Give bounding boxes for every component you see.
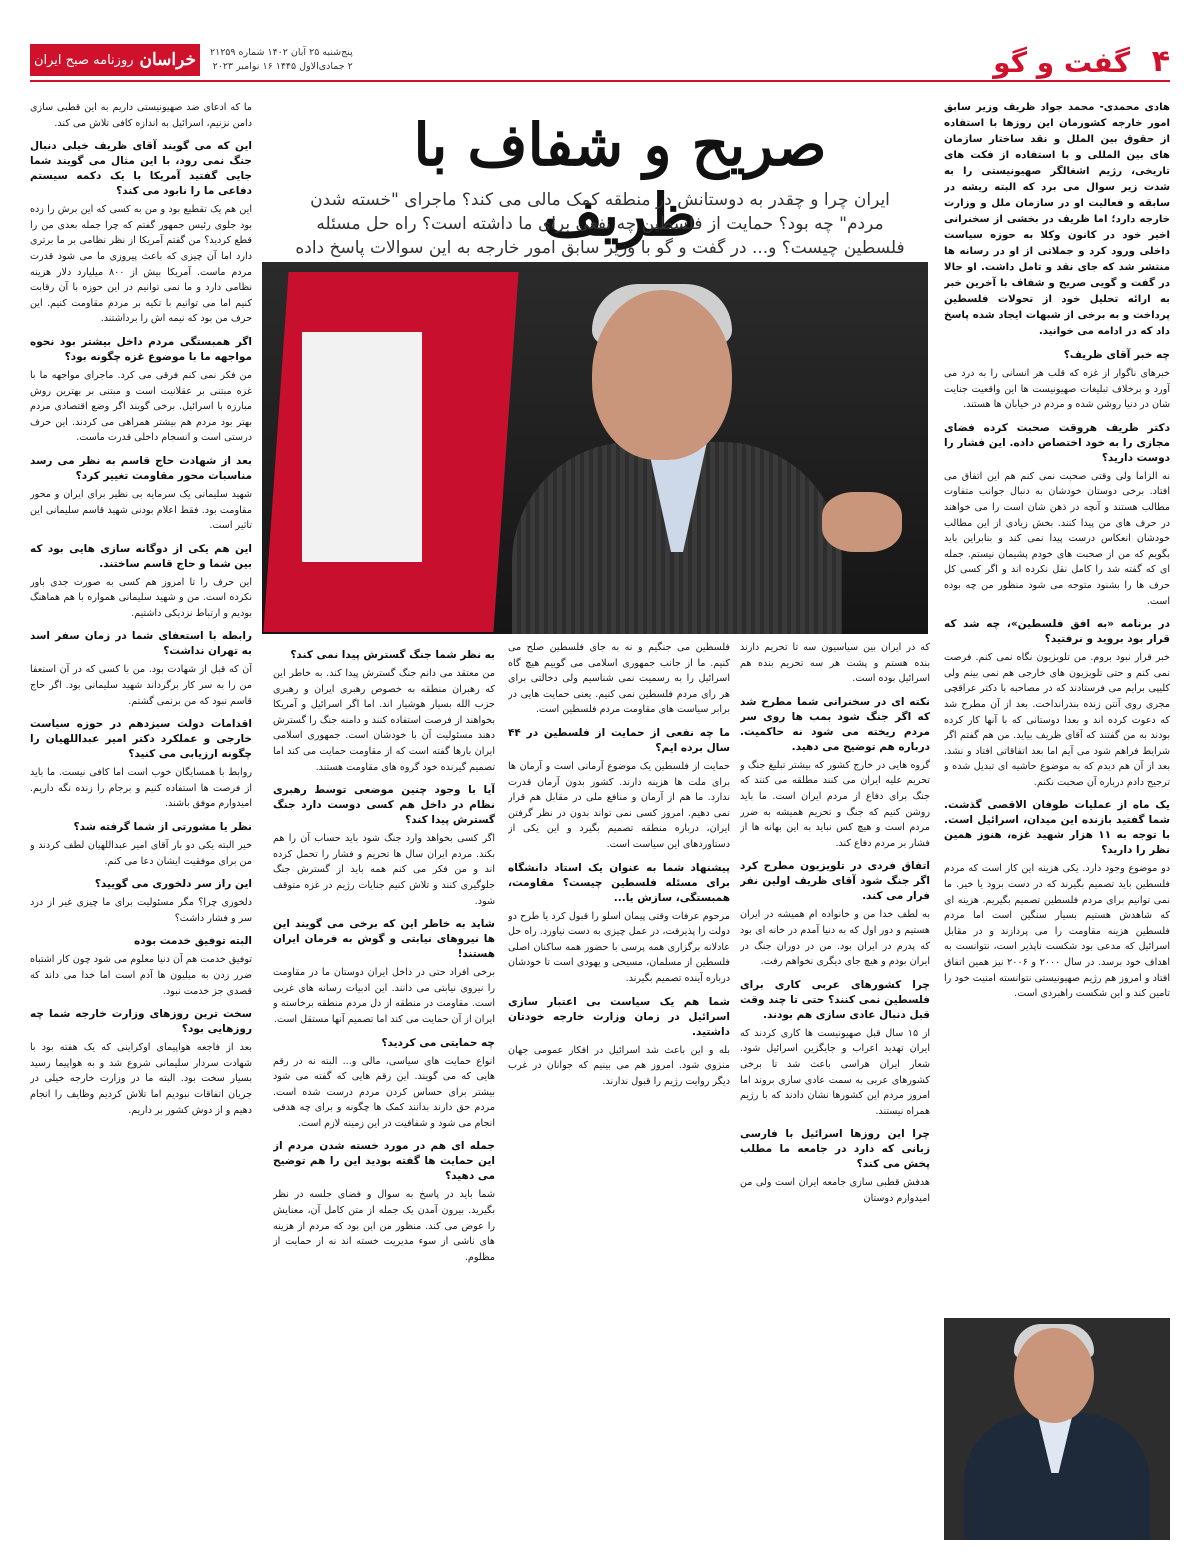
question-heading: آیا با وجود چنین موضعی توسط رهبری نظام در داخل هم کسی دوست دارد جنگ گسترش پیدا کند؟ [273, 784, 495, 827]
article-subtitle: ایران چرا و چقدر به دوستانش در منطقه کمک مالی می کند؟ ماجرای "خسته شدن مردم" چه بود؟ حمایت از فلسطین چه نفعی برای ما داشته است؟ راه حل مسئله فلسطین چیست؟ و... در گفت و گو با وزیر سابق امور خارجه به این سوالات پاسخ داده [295, 190, 905, 258]
answer-paragraph: فلسطین می جنگیم و نه به جای فلسطین صلح می کنیم. ما از جانب جمهوری اسلامی می گوییم هیچ گاه اسرائیل را به رسمیت نمی شناسیم ولی دخالتی برای هر رای مردم فلسطین نمی کنیم. یعنی حمایت هایی در برابر سیاست های مقاومت مردم فلسطین است. [508, 642, 730, 716]
question-heading: چه حمایتی می کردید؟ [381, 1036, 495, 1049]
answer-paragraph: هدفش قطبی سازی جامعه ایران است ولی من امیدوارم دوستان [740, 1177, 930, 1204]
article-title: صریح و شفاف با ظریف [413, 111, 827, 249]
answer-paragraph: خبرهای ناگوار از غزه که قلب هر انسانی را به درد می آورد و برخلاف تبلیغات صهیونیست ها این واقعیت جنایت شان در دنیا روشن شده و مردم در خیابان ها هستند. [944, 368, 1170, 411]
question-heading: ما چه نفعی از حمایت از فلسطین در ۴۴ سال برده ایم؟ [508, 726, 730, 754]
head-shape [592, 290, 732, 460]
question-heading: این هم یکی از دوگانه سازی هایی بود که بین شما و حاج قاسم ساختند. [30, 542, 252, 570]
answer-paragraph: شهید سلیمانی یک سرمایه بی نظیر برای ایران و محور مقاومت بود. فقط اعلام بودنی شهید قاسم سلیمانی این تاثیر است. [30, 488, 252, 532]
answer-paragraph: بعد از فاجعه هواپیمای اوکراینی که یک هفته بود با شهادت سردار سلیمانی شروع شد و به هواپیما رسید بسیار سخت بود. البته ما در وزارت خارجه خیلی در جریان اتفاقات نبودیم اما تلاش کردیم وظایف را انجام دهیم و از دوش کشور بر داریم. [30, 1042, 252, 1116]
portrait-head [1014, 1328, 1094, 1423]
answer-paragraph: بله و این باعث شد اسرائیل در افکار عمومی جهان منزوی شود. امروز هم می بینیم که جوانان در غرب دیگر روایت رژیم را قبول ندارند. [508, 1044, 730, 1087]
question-heading: البته توفیق خدمت بوده [134, 935, 252, 948]
question-heading: بعد از شهادت حاج قاسم به نظر می رسد مناسبات محور مقاومت تغییر کرد؟ [30, 454, 252, 482]
question-heading: رابطه با استعفای شما در زمان سفر اسد به تهران نداشت؟ [30, 630, 252, 658]
question-heading: شاید به خاطر این که برخی می گویند این ها نیروهای نیابتی و گوش به فرمان ایران هستند! [273, 918, 495, 961]
question-heading: اقدامات دولت سیزدهم در حوزه سیاست خارجی و عملکرد دکتر امیر عبداللهیان را چگونه ارزیابی می کنید؟ [30, 718, 252, 761]
answer-paragraph: اگر کسی بخواهد وارد جنگ شود باید حساب آن را هم بکند. مردم ایران سال ها تحریم و فشار را تحمل کرده اند و من فکر می کنم همه باید از گسترش جنگ جلوگیری کنند و تلاش کنیم جنایات رژیم در غزه متوقف شود. [273, 833, 495, 907]
question-heading: نظر یا مشورتی از شما گرفته شد؟ [73, 821, 252, 834]
page-number: ۴ [1151, 44, 1170, 79]
question-heading: به نظر شما جنگ گسترش پیدا نمی کند؟ [290, 649, 495, 661]
question-heading: نکته ای در سخنرانی شما مطرح شد که اگر جنگ شود بمب ها روی سر مردم ریخته می شود نه حاکمیت. درباره هم توضیح می دهید. [740, 695, 930, 753]
column-center [508, 640, 730, 1540]
question-heading: سخت ترین روزهای وزارت خارجه شما چه روزهایی بود؟ [30, 1008, 252, 1036]
question-heading: شما هم یک سیاست بی اعتبار سازی اسرائیل در زمان وزارت خارجه خودتان داشتید. [508, 995, 730, 1038]
answer-paragraph: مرحوم عرفات وقتی پیمان اسلو را قبول کرد یا طرح دو دولت را پذیرفت، در عمل چیزی به دست نیاورد. راه حل عادلانه برگزاری همه پرسی با حضور همه ساکنان اصلی فلسطین از مسلمان، مسیحی و یهودی است تا خودشان درباره آینده تصمیم بگیرند. [508, 910, 730, 984]
date-line-1: پنج‌شنبه ۲۵ آبان ۱۴۰۲ شماره ۲۱۲۵۹ [210, 47, 353, 58]
qa-list-a [944, 348, 1170, 1002]
newspaper-logo [30, 44, 200, 76]
question-heading: یک ماه از عملیات طوفان الاقصی گذشت. شما گفتید بازنده این میدان، اسرائیل است. با توجه به ۱۱ هزار شهید غزه، هنوز همین نظر را دارید؟ [944, 799, 1170, 857]
question-heading: دکتر ظریف هروقت صحبت کرده فضای مجازی را به خود اختصاص داده. این فشار را دوست دارید؟ [944, 421, 1170, 464]
question-heading: اتفاق فردی در تلویزیون مطرح کرد اگر جنگ شود آقای ظریف اولین نفر فرار می کند. [740, 860, 930, 903]
question-heading: جمله ای هم در مورد خسته شدن مردم از این حمایت ها گفته بودید این را هم توضیح می دهید؟ [273, 1140, 495, 1183]
answer-paragraph: حمایت از فلسطین یک موضوع آرمانی است و آرمان ها برای ملت ها هزینه دارند. کشور بدون آرمان قدرت ندارد. ما هم از آرمان و منافع ملی در مقابل هم قرار نمی دهیم. امروز کسی نمی تواند بدون در نظر گرفتن ایران، درباره منطقه تصمیم بگیرد و این یکی از دستاوردهای این سیاست است. [508, 760, 730, 850]
answer-paragraph: دلخوری چرا؟ مگر مسئولیت برای ما چیزی غیر از درد سر و فشار داشت؟ [30, 897, 252, 924]
question-heading: این راز سر دلخوری می گویید؟ [94, 878, 252, 891]
answer-paragraph: خبر قرار نبود بروم. من تلویزیون نگاه نمی کنم. فرصت نمی کنم و حتی تلویزیون های خارجی هم نمی بینم ولی کلیپی برایم می فرستادند که در مصاحبه با دکتر عراقچی مجری روی آنتن زنده بندرانداخت. بعد از آن مطرح شد که دعوت کرده اند و بعدا دوستانی که با آنها کار کرده بودند به من گفتند که آقای ظریف بیاید. من هم گفتم اگر شرایط فراهم شود می آیم اما بعد اتفاقاتی افتاد و نشد. بعد از آن هم دیدم که به موضوع حاشیه ای تبدیل شده و ترجیح دادم درباره آن صحبت نکنم. [944, 652, 1170, 788]
answer-paragraph: آن که قبل از شهادت بود. من با کسی که در آن استعفا من را به سر کار برگرداند شهید سلیمانی بود. اگر حاج قاسم نبود که من برنمی گشتم. [30, 664, 252, 707]
date-line-2: ۲ جمادی‌الاول ۱۴۴۵ ۱۶ نوامبر ۲۰۲۳ [212, 61, 353, 72]
column-center-left [273, 640, 495, 1540]
answer-paragraph: خیر البته یکی دو بار آقای امیر عبداللهیان لطف کردند و من برای موفقیت ایشان دعا می کنم. [30, 840, 252, 867]
question-heading: پیشنهاد شما به عنوان یک استاد دانشگاه برای مسئله فلسطین چیست؟ مقاومت، همبستگی، سازش یا... [508, 861, 730, 904]
answer-paragraph: که در ایران بین سیاسیون سه تا تحریم دارند بنده هستم و پشت هر سه تحریم بنده هم اسرائیل بوده است. [740, 642, 930, 685]
issue-date [210, 46, 353, 74]
answer-paragraph: ما که ادعای ضد صهیونیستی داریم به این قطبی سازی دامن نزنیم، اسرائیل به اندازه کافی تلاش می کند. [30, 102, 252, 129]
answer-paragraph: این هم یک تقطیع بود و من به کسی که این برش را زده بود جلوی رئیس جمهور گفتم که چرا جمله بعدی من را قطع کردید؟ من گفتم آمریکا از نظر نظامی بر ما برتری دارد اما آن چیزی که باعث پیروزی ما می شود قدرت مردم ماست. آمریکا بیش از ۸۰۰ میلیارد دلار هزینه نظامی دارد و ما نمی توانیم در این حوزه با آن رقابت کنیم اما می توانیم با تکیه بر مردم مقاومت کنیم. این حرف من بود که نیمه اش را برداشتند. [30, 204, 252, 325]
answer-paragraph: به لطف خدا من و خانواده ام همیشه در ایران هستیم و دور اول که به دنیا آمدم در خانه ای بود که پدرم در ایران بود. من در دوران جنگ در ایران بودم و هیچ جای دیگری نخواهم رفت. [740, 909, 930, 968]
newspaper-name: خراسان [139, 50, 197, 70]
answer-paragraph: از ۱۵ سال قبل صهیونیست ها کاری کردند که ایران تهدید اعراب و جایگزین اسرائیل شود. شعار ایران هراسی باعث شد تا برخی کشورهای عربی به سمت عادی سازی بروند اما امروز مردم این کشورها نشان دادند که با رژیم همراه نیستند. [740, 1027, 930, 1117]
hand-shape [822, 492, 902, 552]
banner-white-panel [302, 332, 422, 562]
answer-paragraph: روابط با همسایگان خوب است اما کافی نیست. ما باید از فرصت ها استفاده کنیم و برجام را زنده نگه داریم. امیدوارم موفق باشند. [30, 767, 252, 810]
portrait-photo [944, 1318, 1170, 1540]
answer-paragraph: برخی افراد حتی در داخل ایران دوستان ما در مقاومت را نیروی نیابتی می دانند. این ادبیات رسانه های غربی است. مقاومت در منطقه از دل مردم منطقه برخاسته و ایران از آن حمایت می کند اما تصمیم آنها مستقل است. [273, 967, 495, 1025]
question-heading: چرا این روزها اسرائیل با فارسی زبانی که دارد در جامعه ما مطلب پخش می کند؟ [740, 1128, 930, 1171]
question-heading: اگر همبستگی مردم داخل بیشتر بود نحوه مواجهه ما با موضوع غزه چگونه بود؟ [30, 335, 252, 363]
answer-paragraph: انواع حمایت های سیاسی، مالی و... البته نه در رقم هایی که می گویند. این رقم هایی که گفته می شود بیشتر برای حساس کردن مردم درست شده است. مردم حق دارند بدانند کمک ها چگونه و برای چه هدفی انجام می شود و شفافیت در این زمینه لازم است. [273, 1055, 495, 1129]
column-center-right [740, 640, 930, 1540]
column-left [30, 100, 252, 1540]
answer-paragraph: شما باید در پاسخ به سوال و فضای جلسه در نظر بگیرید. بیرون آمدن یک جمله از متن کامل آن، معنایش را عوض می کند. منظور من این بود که مردم از هزینه های ناشی از سوء مدیریت خسته اند نه از حمایت از مظلوم. [273, 1189, 495, 1263]
answer-paragraph: نه الزاما ولی وقتی صحبت نمی کنم هم این اتفاق می افتاد. برخی دوستان خودشان به دنبال جوانب متفاوت مطالب هستند و آنچه در ذهن شان است را می خواهند در حرف های من پیدا کنند. بخش زیادی از این مطالب خودشان انعکاس درست پیدا نمی کند و بنابراین باید بگویم که من از صحبت های خودم پشیمان نیستم. جمله ای که گفته شد را کامل نقل نکرده اند و اگر کسی کل حرف ها را بشنود متوجه می شود منظور من چه بوده است. [944, 470, 1170, 607]
question-heading: چرا کشورهای عربی کاری برای فلسطین نمی کنند؟ حتی تا چند وقت قبل دنبال عادی سازی هم بودند. [740, 978, 930, 1021]
newspaper-tagline: روزنامه صبح ایران [33, 52, 134, 68]
question-heading: در برنامه «به افق فلسطین»، چه شد که قرار بود بروید و نرفتید؟ [944, 618, 1170, 646]
question-heading: این که می گویند آقای ظریف خیلی دنبال جنگ نمی رود، با این مثال می گویند شما جایی گفتید آمریکا با یک دکمه سیستم دفاعی ما را نابود می کند؟ [30, 140, 252, 198]
question-heading: چه خبر آقای ظریف؟ [1063, 349, 1170, 361]
answer-paragraph: من معتقد می دانم جنگ گسترش پیدا کند. به خاطر این که رهبران منطقه به خصوص رهبری ایران و رهبری حزب الله بسیار هوشیار اند. اما اگر اسرائیل و آمریکا بخواهند از فرصت استفاده کنند و دامنه جنگ را گسترش دهند مسئولیت آن با خودشان است. جمهوری اسلامی ایران بارها گفته است که از مقاومت حمایت می کند اما تصمیم گیرنده خود گروه های مقاومت هستند. [273, 668, 495, 773]
main-photo [262, 262, 928, 634]
answer-paragraph: توفیق خدمت هم آن دنیا معلوم می شود چون کار اشتباه ضرر زدن به میلیون ها آدم است اما خدا می داند که قصدی جز خدمت نبود. [30, 954, 252, 997]
article-lead: هادی محمدی- محمد جواد ظریف وزیر سابق امور خارجه کشورمان این روزها با استفاده از حقوق بین الملل و نقد ساختار سازمان های بین المللی و با استفاده از فکت های تاریخی، رژیم اشغالگر صهیونیستی را به شدت زیر سوال می برد که البته ریشه در سابقه و فعالیت او در سازمان ملل و وزارت خارجه دارد؛ اما ظریف در بخشی از سخنرانی اخیر خود در کانون وکلا به حوزه سیاست داخلی ورود کرد و جملاتی از او در رسانه ها منتشر شد که جای نقد و تامل داشت. او حالا در گفت و گویی صریح و شفاف با آخرین خبر به ارائه تحلیل خود از تحولات فلسطین پرداخت و به برخی از شبهات ایجاد شده پاسخ داد که در ادامه می خوانید. [944, 102, 1170, 337]
answer-paragraph: دو موضوع وجود دارد. یکی هزینه این کار است که مردم فلسطین باید تصمیم بگیرند که در دست برود یا خیر. ما نمی توانیم برای مردم فلسطین تصمیم بگیریم. هزینه ای که شاهدش هستیم بسیار سنگین است اما مردم فلسطین هزینه مقاومت را می پردازند و در مقابل اسرائیل که مدعی بود شکست ناپذیر است، نتوانست به اهداف خود برسد. در سال ۲۰۰۰ و ۲۰۰۶ نیز همین اتفاق افتاد و امروز هم رژیم صهیونیستی نتوانسته امنیت خود را تامین کند و این شکست راهبردی است. [944, 863, 1170, 1000]
section-title: گفت و گو [993, 46, 1130, 79]
answer-paragraph: من فکر نمی کنم فرقی می کرد. ماجرای مواجهه ما با غزه مبتنی بر عقلانیت است و مبتنی بر بهترین روش مبارزه با اسرائیل. برخی گویند اگر وضع اقتصادی مردم بهتر بود مردم هم بیشتر همراهی می کردند. این حرف درستی است و انسجام داخلی قدرت ماست. [30, 369, 252, 444]
answer-paragraph: گروه هایی در خارج کشور که بیشتر تبلیغ جنگ و تحریم علیه ایران می کنند مطلقه می کنند که جنگ برای دفاع از مردم ایران است. ما باید روشن کنیم که جنگ و تحریم همیشه به ضرر مردم است و هیچ کس نباید به این بهانه ها از فشار بر مردم دفاع کند. [740, 759, 930, 849]
answer-paragraph: این حرف را تا امروز هم کسی به صورت جدی باور نکرده است. من و شهید سلیمانی همواره با هم هماهنگ بودیم و ارتباط نزدیکی داشتیم. [30, 576, 252, 619]
page-header [30, 42, 1170, 82]
